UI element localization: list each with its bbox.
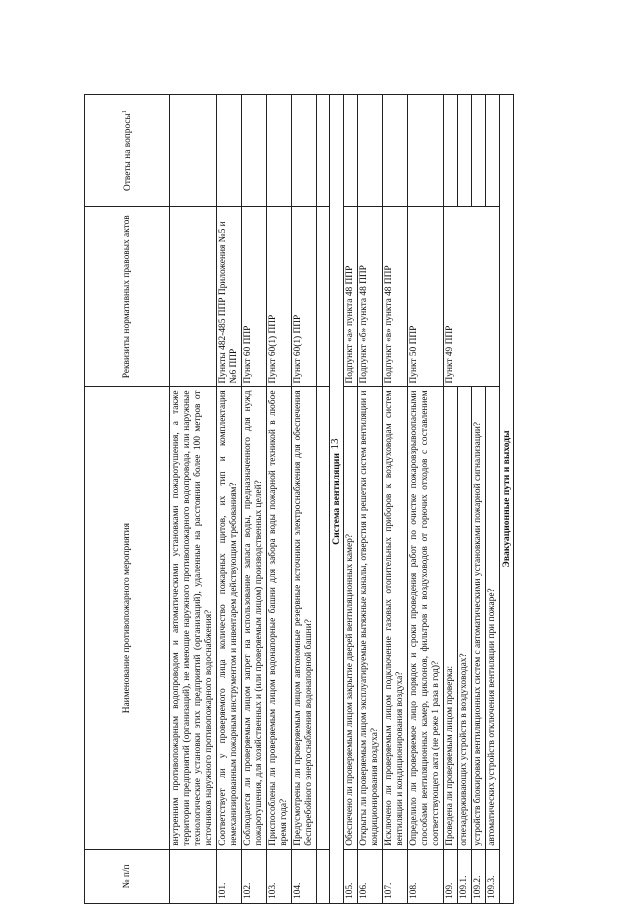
row-num: 108.: [408, 849, 444, 903]
row-requisites: [170, 207, 217, 387]
blank-cell: [317, 849, 330, 903]
row-question: внутренним противопожарным водопроводом и автоматическими установками пожаротушения, а также территории предприятий (организаций), не имеющие наружного противопожарного водопровода, или наружные технологические установки этих предприятий (организаций), удаленные на расстоянии более 100 метров от источников наружного противопожарного водоснабжения?: [170, 387, 217, 849]
header-name: Наименование противопожарного мероприятия: [85, 387, 170, 849]
row-num: 106.: [358, 849, 383, 903]
inspection-table: [84, 94, 589, 904]
row-answer: [444, 95, 458, 207]
header-answers: [85, 95, 170, 207]
table-header-row: [85, 95, 170, 904]
row-answer: [458, 95, 472, 207]
blank-cell: [317, 207, 330, 387]
row-num: 109.1.: [458, 849, 472, 903]
row-requisites: Подпункт «в» пункта 48 ППР: [383, 207, 408, 387]
row-answer: [344, 95, 358, 207]
row-question: устройств блокировки вентиляционных систем с автоматическими установками пожарной сигнализации?: [472, 387, 486, 849]
table-row: [444, 95, 458, 904]
section-row: [330, 95, 344, 904]
row-answer: [292, 95, 317, 207]
blank-cell: [317, 387, 330, 849]
row-num: 109.2.: [472, 849, 486, 903]
row-num: 103.: [267, 849, 292, 903]
row-requisites: Пункт 60(1) ППР: [292, 207, 317, 387]
row-num: 107.: [383, 849, 408, 903]
row-answer: [170, 95, 217, 207]
section-row: [500, 95, 514, 904]
row-question: автоматических устройств отключения вентиляции при пожаре?: [486, 387, 500, 849]
table-row: [217, 95, 242, 904]
row-requisites: Пункт 60 ППР: [242, 207, 267, 387]
row-question: Исключено ли проверяемым лицом подключение газовых отопительных приборов к воздуховодам систем вентиляции и кондиционирования воздуха?: [383, 387, 408, 849]
table-row: [170, 95, 217, 904]
table-row: [408, 95, 444, 904]
row-requisites: Пункт 50 ППР: [408, 207, 444, 387]
row-num: 105.: [344, 849, 358, 903]
blank-row: [317, 95, 330, 904]
section-title-exits: Эвакуационные пути и выходы: [500, 95, 514, 904]
row-question: Приспособлены ли проверяемым лицом водонапорные башни для забора воды пожарной техникой в любое время года?: [267, 387, 292, 849]
row-num: 102.: [242, 849, 267, 903]
section-title-ventilation: Система вентиляции: [330, 95, 344, 904]
footnote-mark: 1: [121, 110, 128, 114]
table-row: [292, 95, 317, 904]
row-num: 104.: [292, 849, 317, 903]
header-num: № п/п: [85, 849, 170, 903]
header-requisites: Реквизиты нормативных правовых актов: [85, 207, 170, 387]
row-question: огнезадерживающих устройств в воздуховодах?: [458, 387, 472, 849]
row-requisites: Подпункт «а» пункта 48 ППР: [344, 207, 358, 387]
blank-cell: [317, 95, 330, 207]
row-requisites: Пункт 60(1) ППР: [267, 207, 292, 387]
header-answers-label: Ответы на вопросы: [123, 113, 134, 191]
table-row: [242, 95, 267, 904]
table-row: [383, 95, 408, 904]
row-num-cell: [170, 849, 217, 903]
row-answer: [408, 95, 444, 207]
table-row: [358, 95, 383, 904]
row-question: Соответствует ли у проверяемого лица количество пожарных щитов, их тип и комплектация немеханизированным пожарным инструментом и инвентарем действующим требованиям?: [217, 387, 242, 849]
row-requisites: Пункт 49 ППР: [444, 207, 500, 387]
row-question: Обеспечено ли проверяемым лицом закрытие дверей вентиляционных камер?: [344, 387, 358, 849]
table-row: [344, 95, 358, 904]
row-question: Определило ли проверяемое лицо порядок и сроки проведения работ по очистке пожаровзрывоопасными способами вентиляционных камер, циклонов, фильтров и воздуховодов от горючих отходов с составлением соответствующего акта (не реже 1 раза в год)?: [408, 387, 444, 849]
row-requisites: Пункты 482-485 ППР Приложения №5 и №6 ППР: [217, 207, 242, 387]
row-answer: [217, 95, 242, 207]
row-question: Проведена ли проверяемым лицом проверка:: [444, 387, 458, 849]
row-question: Открыты ли проверяемым лицом эксплуатируемые вытяжные каналы, отверстия и решетки систем вентиляции и кондиционирования воздуха?: [358, 387, 383, 849]
row-num: 101.: [217, 849, 242, 903]
page-number: 13: [329, 438, 341, 450]
row-answer: [242, 95, 267, 207]
row-answer: [472, 95, 486, 207]
table-row: [267, 95, 292, 904]
row-num: 109.3.: [486, 849, 500, 903]
row-answer: [267, 95, 292, 207]
row-answer: [358, 95, 383, 207]
row-answer: [383, 95, 408, 207]
row-question: Соблюдается ли проверяемым лицом запрет на использование запаса воды, предназначенного для нужд пожаротушения, для хозяйственных и (или проверяемым лицом) производственных целей?: [242, 387, 267, 849]
row-requisites: Подпункт «б» пункта 48 ППР: [358, 207, 383, 387]
row-question: Предусмотрены ли проверяемым лицом автономные резервные источники электроснабжения для обеспечения бесперебойного энергоснабжения водонапорной башни?: [292, 387, 317, 849]
row-num: 109.: [444, 849, 458, 903]
row-answer: [486, 95, 500, 207]
